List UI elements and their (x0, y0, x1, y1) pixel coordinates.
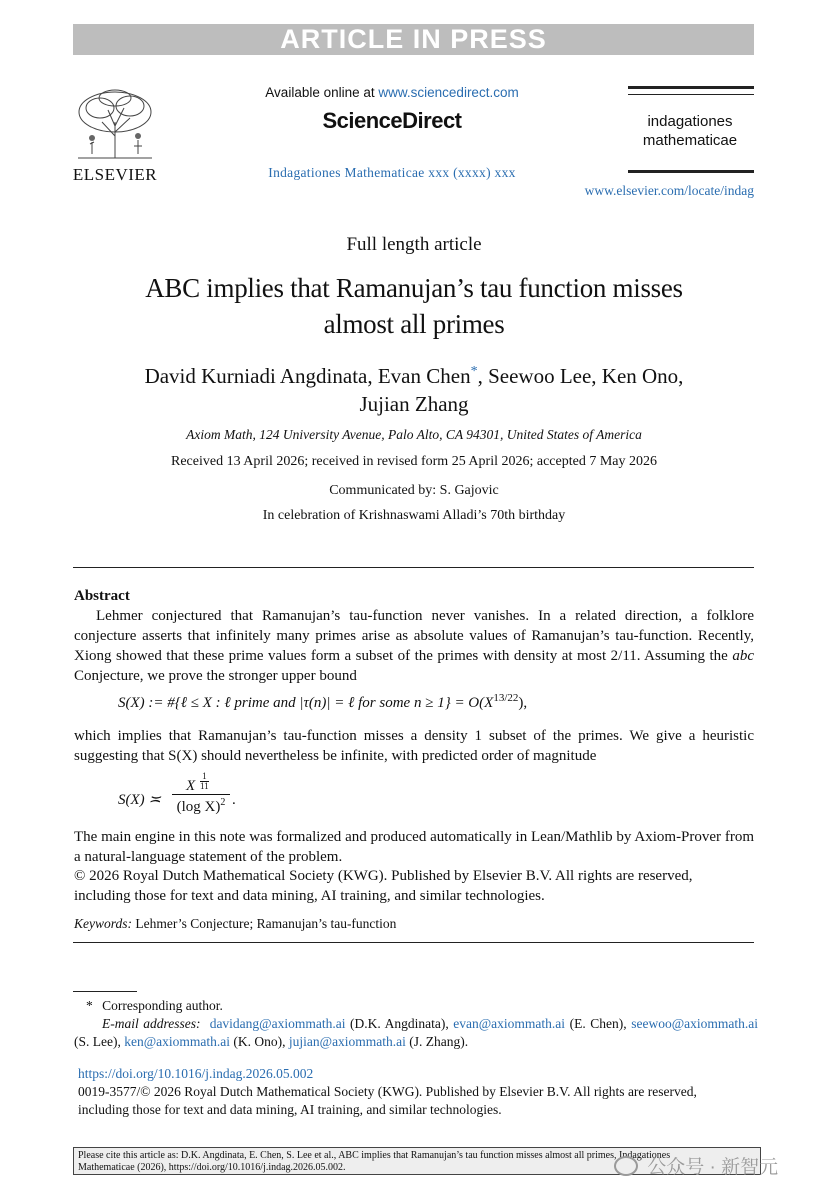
keywords-list: Lehmer’s Conjecture; Ramanujan’s tau-function (135, 916, 397, 931)
sciencedirect-link[interactable]: www.sciencedirect.com (378, 85, 519, 100)
article-title (60, 270, 768, 342)
journal-citation: Indagationes Mathematicae xxx (xxxx) xxx (268, 165, 516, 180)
abstract-heading: Abstract (74, 588, 130, 604)
article-title-line1: ABC implies that Ramanujan’s tau function misses (145, 273, 683, 303)
abc-term: abc (732, 648, 755, 664)
email-link[interactable]: evan@axiommath.ai (453, 1016, 566, 1031)
abstract-rule-top (73, 567, 754, 568)
elsevier-logo[interactable] (72, 86, 158, 182)
corresponding-footnote: * Corresponding author. (86, 998, 223, 1013)
journal-name-line2: mathematicae (642, 132, 738, 149)
citation-line1: Please cite this article as: D.K. Angdinata, E. Chen, S. Lee et al., ABC implies that Ramanujan’s tau function misses almost all primes, Indagationes (78, 1150, 671, 1161)
article-type: Full length article (346, 234, 482, 255)
communicated-label: Communicated by: (329, 483, 437, 498)
abstract-copyright: © 2026 Royal Dutch Mathematical Society (KWG). Published by Elsevier B.V. All rights are reserved, including those for text and data mining, AI training, and similar technologies. (74, 868, 693, 904)
keywords (74, 916, 754, 932)
wechat-icon (614, 1156, 638, 1176)
email-link[interactable]: jujian@axiommath.ai (288, 1034, 406, 1049)
email-link[interactable]: seewoo@axiommath.ai (631, 1016, 758, 1031)
abstract-rule-bottom (73, 942, 754, 943)
watermark: 公众号 · 新智元 (614, 1152, 814, 1179)
article-in-press-banner: ARTICLE IN PRESS (73, 24, 754, 55)
elsevier-tree-icon (72, 86, 158, 162)
email-link[interactable]: ken@axiommath.ai (124, 1034, 231, 1049)
communicated-by (60, 483, 768, 499)
email-addresses: E-mail addresses: davidang@axiommath.ai (D.K. Angdinata), evan@axiommath.ai (E. Chen), seewoo@axiommath.ai (S. Lee), ken@axiommath.ai (K. Ono), jujian@axiommath.ai (J. Zhang). (74, 1016, 758, 1049)
available-online-label: Available online at (265, 85, 375, 100)
issn-copyright: 0019-3577/© 2026 Royal Dutch Mathematical Society (KWG). Published by Elsevier B.V. All rights are reserved, including those for text and data mining, AI training, and similar technologies. (78, 1084, 697, 1117)
dedication: In celebration of Krishnaswami Alladi’s 70th birthday (262, 508, 566, 523)
elsevier-wordmark: ELSEVIER (72, 165, 158, 184)
authors (60, 358, 768, 418)
doi-link[interactable]: https://doi.org/10.1016/j.indag.2026.05.002 (78, 1066, 314, 1081)
footnote-rule (73, 991, 137, 992)
keywords-label: Keywords: (74, 916, 132, 931)
communicated-name: S. Gajovic (439, 483, 499, 498)
journal-url-link[interactable]: www.elsevier.com/locate/indag (584, 183, 754, 198)
authors-line1-b: , Seewoo Lee, Ken Ono, (477, 364, 684, 388)
corresponding-author-mark[interactable]: * (470, 364, 478, 379)
journal-rule-bottom (628, 170, 754, 173)
journal-rule-top (628, 86, 754, 89)
abstract-paragraph-3: The main engine in this note was formalized and produced automatically in Lean/Mathlib by Axiom-Prover from a natural-language statement of the problem. (74, 829, 754, 865)
sciencedirect-brand[interactable]: ScienceDirect (322, 108, 462, 133)
equation-1: S(X) := #{ℓ ≤ X : ℓ prime and |τ(n)| = ℓ for some $n \ge 1\} = O(X^{13/22})$, (118, 692, 528, 711)
email-link[interactable]: davidang@axiommath.ai (209, 1016, 346, 1031)
abstract-paragraph-2: which implies that Ramanujan’s tau-function misses a density 1 subset of the primes. We give a heuristic suggesting that S(X) should nevertheless be infinite, with predicted order of magnitude (74, 728, 754, 764)
affiliation: Axiom Math, 124 University Avenue, Palo Alto, CA 94301, United States of America (186, 427, 642, 442)
authors-line1-a: David Kurniadi Angdinata, Evan Chen (144, 364, 471, 388)
abstract-paragraph-1: Lehmer conjectured that Ramanujan’s tau-function never vanishes. In a related direction, a folklore conjecture asserts that infinitely many primes arise as absolute values of Ramanujan’s tau-function. Recently, Xiong showed that these prime values form a subset of the primes with density at most 2/11. Assuming the abc Conjecture, we prove the stronger upper bound (74, 608, 755, 684)
journal-rule-second (628, 94, 754, 95)
citation-line2: Mathematicae (2026), https://doi.org/10.1016/j.indag.2026.05.002. (78, 1162, 346, 1173)
authors-line2: Jujian Zhang (359, 392, 469, 416)
journal-name-line1: indagationes (647, 113, 733, 130)
article-title-line2: almost all primes (323, 309, 505, 339)
received-dates: Received 13 April 2026; received in revised form 25 April 2026; accepted 7 May 2026 (171, 454, 657, 469)
